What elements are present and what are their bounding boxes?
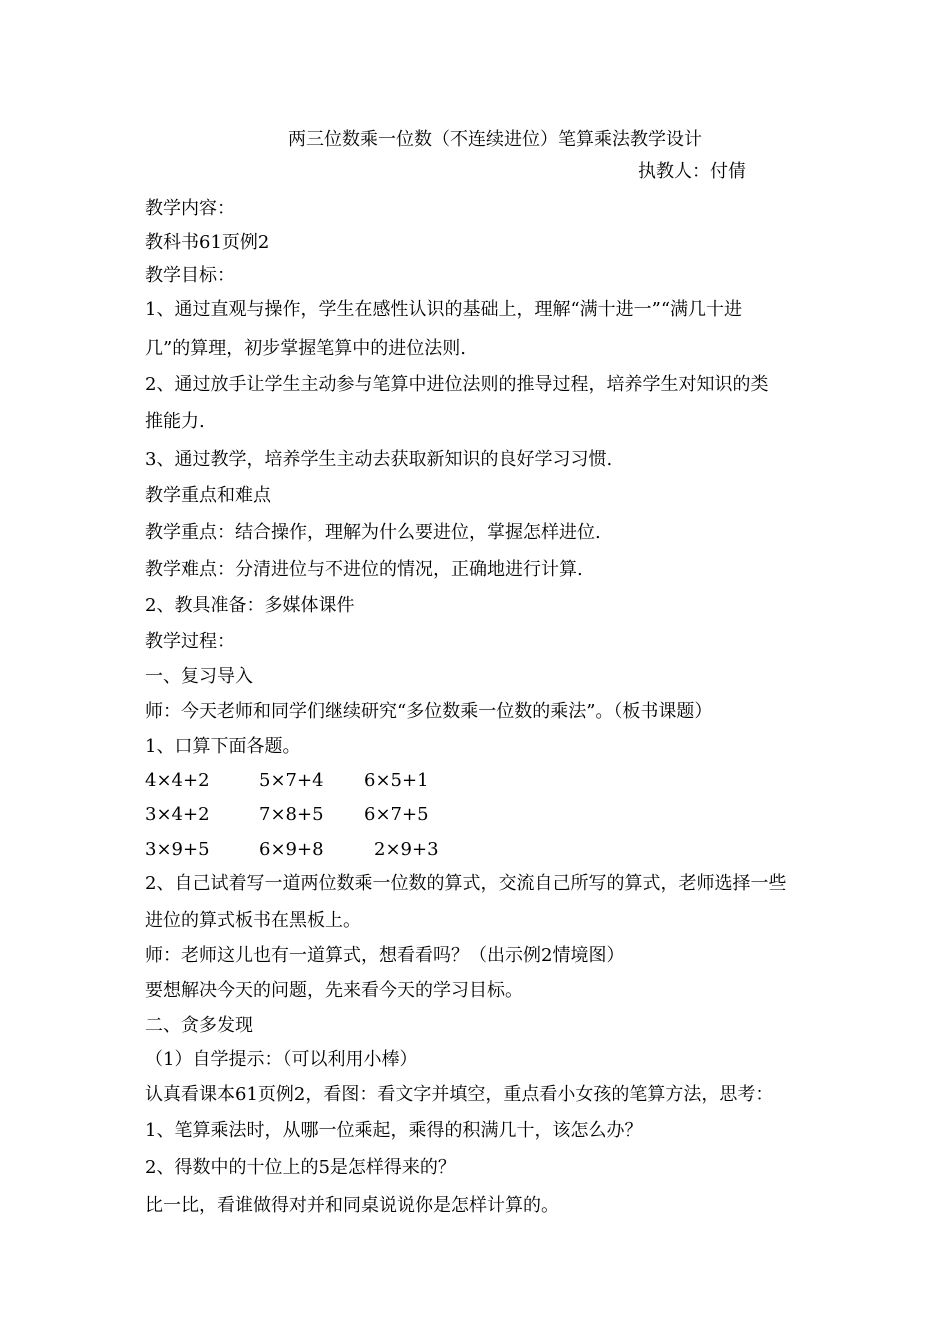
text-line: 1、笔算乘法时，从哪一位乘起，乘得的积满几十，该怎么办？	[145, 1120, 643, 1141]
text-line: 教学难点：分清进位与不进位的情况，正确地进行计算.	[145, 559, 583, 580]
text-line: 师：今天老师和同学们继续研究“多位数乘一位数的乘法”。（板书课题）	[145, 701, 713, 722]
exercise-item: 6×5+1	[364, 770, 429, 791]
document-title: 两三位数乘一位数（不连续进位）笔算乘法教学设计	[288, 129, 702, 150]
exercise-item: 7×8+5	[259, 804, 324, 825]
text-line: 推能力.	[145, 411, 205, 432]
exercise-item: 3×9+5	[145, 839, 210, 860]
text-line: 要想解决今天的问题，先来看今天的学习目标。	[145, 980, 523, 1001]
text-line: 1、口算下面各题。	[145, 736, 301, 757]
text-line: 认真看课本61页例2，看图：看文字并填空，重点看小女孩的笔算方法，思考：	[145, 1084, 774, 1105]
text-line: 比一比，看谁做得对并和同桌说说你是怎样计算的。	[145, 1195, 559, 1216]
text-line: 几”的算理，初步掌握笔算中的进位法则.	[145, 338, 466, 359]
text-line: （1）自学提示：（可以利用小棒）	[145, 1049, 418, 1070]
text-line: 教学重点：结合操作，理解为什么要进位，掌握怎样进位.	[145, 522, 601, 543]
text-line: 2、通过放手让学生主动参与笔算中进位法则的推导过程，培养学生对知识的类	[145, 374, 769, 395]
exercise-item: 4×4+2	[145, 770, 210, 791]
text-line: 进位的算式板书在黑板上。	[145, 910, 361, 931]
text-line: 2、教具准备：多媒体课件	[145, 595, 355, 616]
text-line: 1、通过直观与操作，学生在感性认识的基础上，理解“满十进一”“满几十进	[145, 299, 743, 320]
text-line: 教学内容：	[145, 198, 235, 219]
author-line: 执教人：付倩	[638, 161, 746, 182]
exercise-item: 6×9+8	[259, 839, 324, 860]
exercise-item: 3×4+2	[145, 804, 210, 825]
section-heading: 教学过程：	[145, 631, 235, 652]
text-line: 师：老师这儿也有一道算式，想看看吗？（出示例2情境图）	[145, 945, 625, 966]
text-line: 3、通过教学，培养学生主动去获取新知识的良好学习习惯.	[145, 449, 613, 470]
text-line: 2、得数中的十位上的5是怎样得来的？	[145, 1157, 456, 1178]
section-heading: 教学重点和难点	[145, 485, 271, 506]
exercise-item: 2×9+3	[374, 839, 439, 860]
section-heading: 一、复习导入	[145, 666, 253, 687]
exercise-item: 5×7+4	[259, 770, 324, 791]
text-line: 教科书61页例2	[145, 232, 270, 253]
text-line: 教学目标：	[145, 265, 235, 286]
section-heading: 二、贪多发现	[145, 1015, 253, 1036]
text-line: 2、自己试着写一道两位数乘一位数的算式，交流自己所写的算式，老师选择一些	[145, 873, 787, 894]
exercise-item: 6×7+5	[364, 804, 429, 825]
